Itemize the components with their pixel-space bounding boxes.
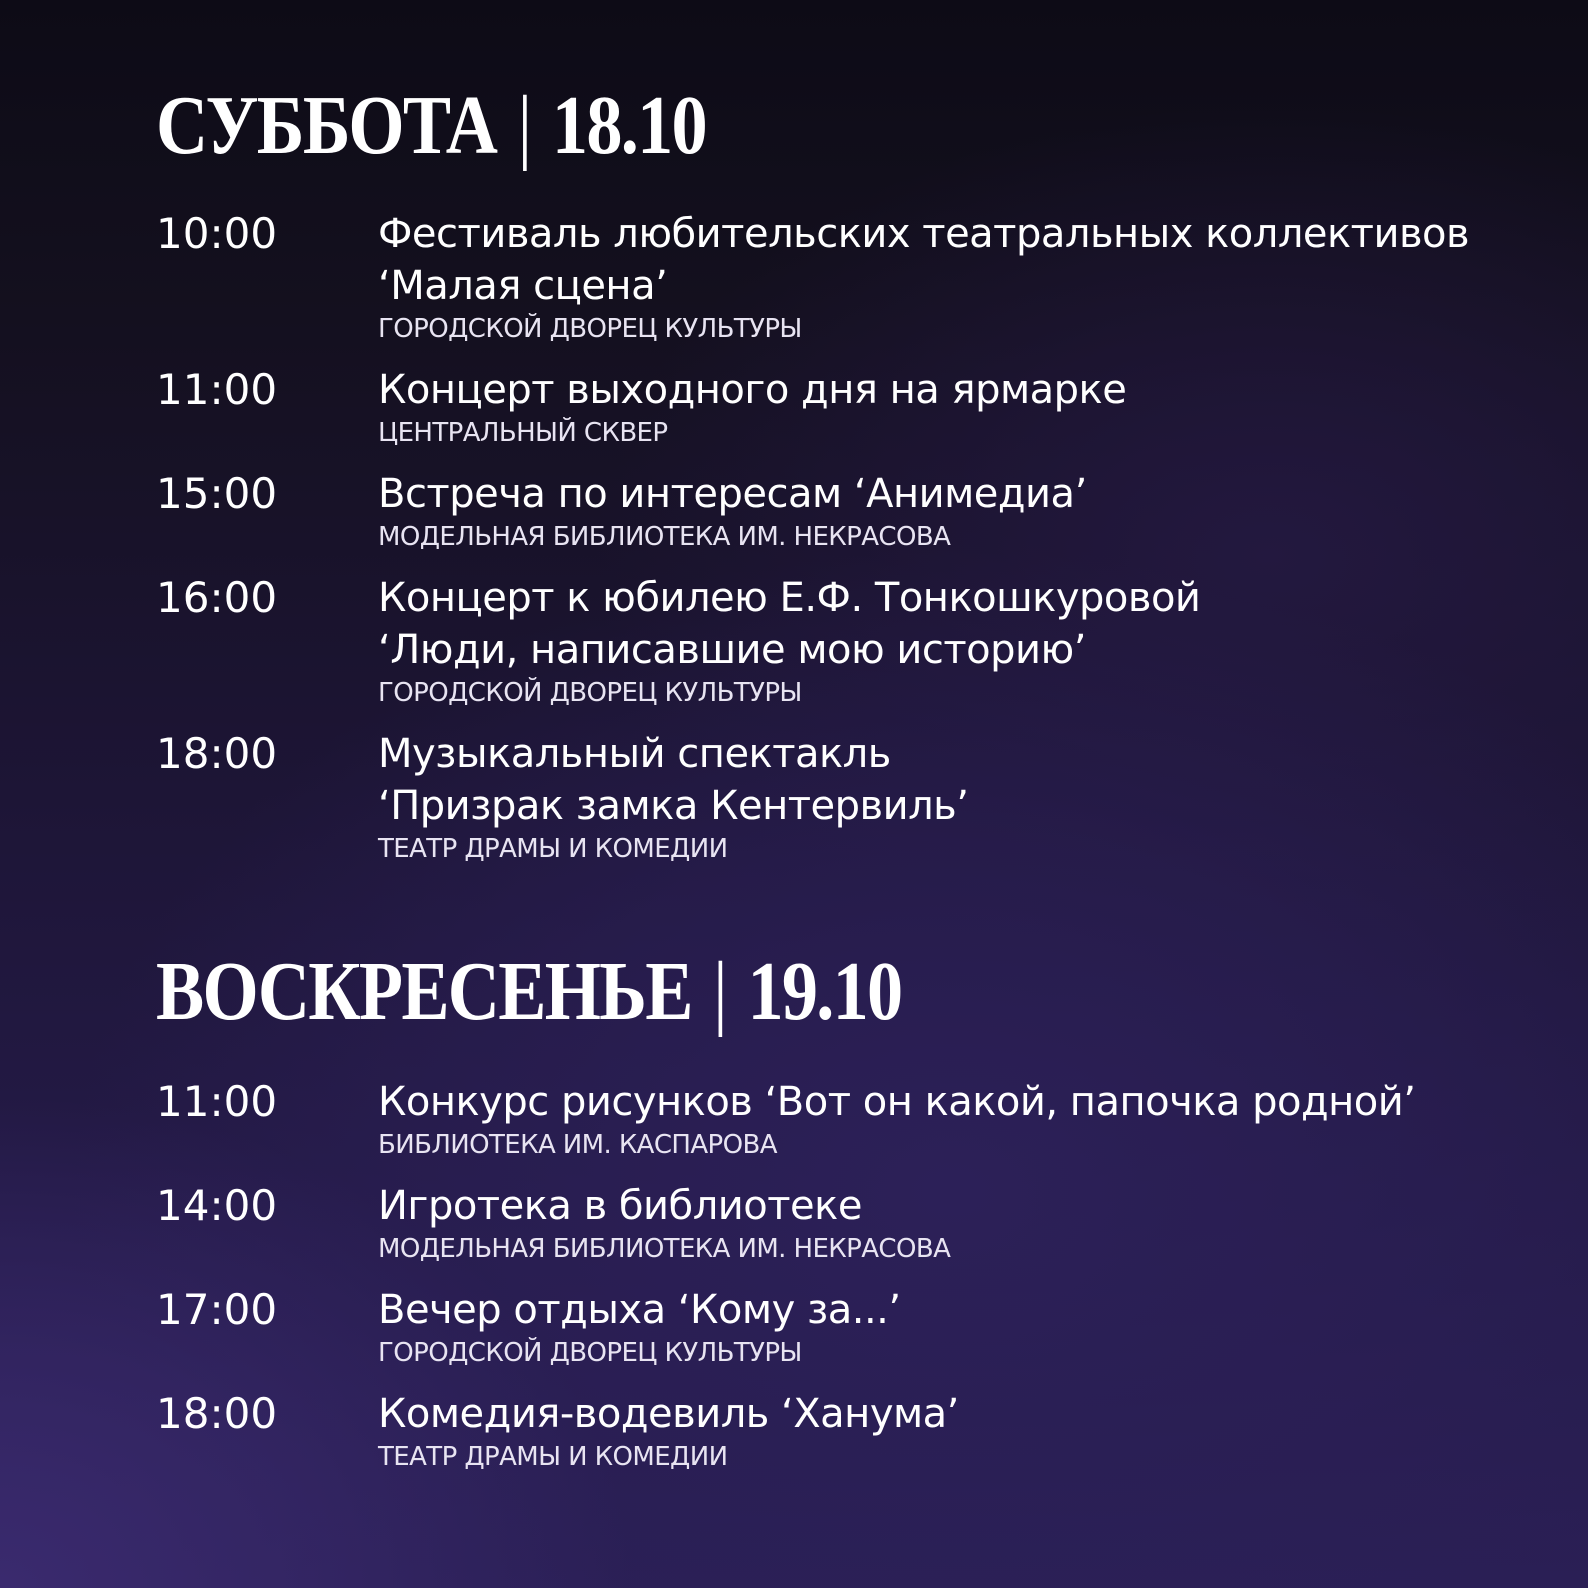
event-item: [156, 1388, 1556, 1474]
event-time: 14:00: [156, 1181, 278, 1230]
event-time: 18:00: [156, 729, 278, 778]
event-body: [378, 1284, 1556, 1370]
event-venue: ГОРОДСКОЙ ДВОРЕЦ КУЛЬТУРЫ: [378, 678, 802, 708]
event-item: [156, 1284, 1556, 1370]
day-date: 18.10: [551, 79, 706, 172]
event-body: [378, 728, 1556, 866]
event-venue: ГОРОДСКОЙ ДВОРЕЦ КУЛЬТУРЫ: [378, 1338, 802, 1368]
day-name: СУББОТА: [156, 79, 497, 172]
event-title-line: Концерт к юбилею Е.Ф. Тонкошкуровой: [378, 575, 1201, 621]
event-list: [156, 1076, 1556, 1474]
event-title-line: Комедия-водевиль ‘Ханума’: [378, 1391, 959, 1437]
event-venue: ТЕАТР ДРАМЫ И КОМЕДИИ: [378, 1442, 728, 1472]
event-body: [378, 364, 1556, 450]
event-item: [156, 572, 1556, 710]
event-title-line: ‘Люди, написавшие мою историю’: [378, 627, 1086, 673]
day-separator: |: [713, 945, 726, 1038]
event-title-line: Вечер отдыха ‘Кому за...’: [378, 1287, 901, 1333]
event-item: [156, 728, 1556, 866]
event-body: [378, 208, 1556, 346]
event-time: 11:00: [156, 1077, 278, 1126]
event-item: [156, 208, 1556, 346]
event-body: [378, 1076, 1556, 1162]
event-venue: МОДЕЛЬНАЯ БИБЛИОТЕКА ИМ. НЕКРАСОВА: [378, 1234, 951, 1264]
event-list: [156, 208, 1556, 866]
event-time: 17:00: [156, 1285, 278, 1334]
event-title-line: Концерт выходного дня на ярмарке: [378, 367, 1127, 413]
event-title-line: Игротека в библиотеке: [378, 1183, 862, 1229]
day-heading: [156, 79, 1360, 172]
day-separator: |: [517, 79, 531, 172]
event-venue: БИБЛИОТЕКА ИМ. КАСПАРОВА: [378, 1130, 777, 1160]
event-venue: МОДЕЛЬНАЯ БИБЛИОТЕКА ИМ. НЕКРАСОВА: [378, 522, 951, 552]
event-time: 18:00: [156, 1389, 278, 1438]
event-body: [378, 572, 1556, 710]
event-body: [378, 468, 1556, 554]
event-venue: ЦЕНТРАЛЬНЫЙ СКВЕР: [378, 418, 668, 448]
event-title-line: ‘Малая сцена’: [378, 263, 668, 309]
event-title-line: Встреча по интересам ‘Анимедиа’: [378, 471, 1087, 517]
day-section-saturday: [156, 79, 1556, 884]
event-title-line: Конкурс рисунков ‘Вот он какой, папочка родной’: [378, 1079, 1416, 1125]
event-venue: ГОРОДСКОЙ ДВОРЕЦ КУЛЬТУРЫ: [378, 314, 802, 344]
event-body: [378, 1180, 1556, 1266]
day-section-sunday: [156, 945, 1556, 1492]
day-heading: [156, 945, 1360, 1038]
event-time: 15:00: [156, 469, 278, 518]
day-date: 19.10: [747, 945, 902, 1038]
event-body: [378, 1388, 1556, 1474]
event-item: [156, 1076, 1556, 1162]
event-time: 16:00: [156, 573, 278, 622]
day-name: ВОСКРЕСЕНЬЕ: [156, 945, 692, 1038]
event-title-line: ‘Призрак замка Кентервиль’: [378, 783, 969, 829]
event-title-line: Фестиваль любительских театральных коллективов: [378, 211, 1470, 257]
event-item: [156, 468, 1556, 554]
event-item: [156, 364, 1556, 450]
event-venue: ТЕАТР ДРАМЫ И КОМЕДИИ: [378, 834, 728, 864]
event-item: [156, 1180, 1556, 1266]
event-time: 11:00: [156, 365, 278, 414]
event-title-line: Музыкальный спектакль: [378, 731, 891, 777]
event-time: 10:00: [156, 209, 278, 258]
